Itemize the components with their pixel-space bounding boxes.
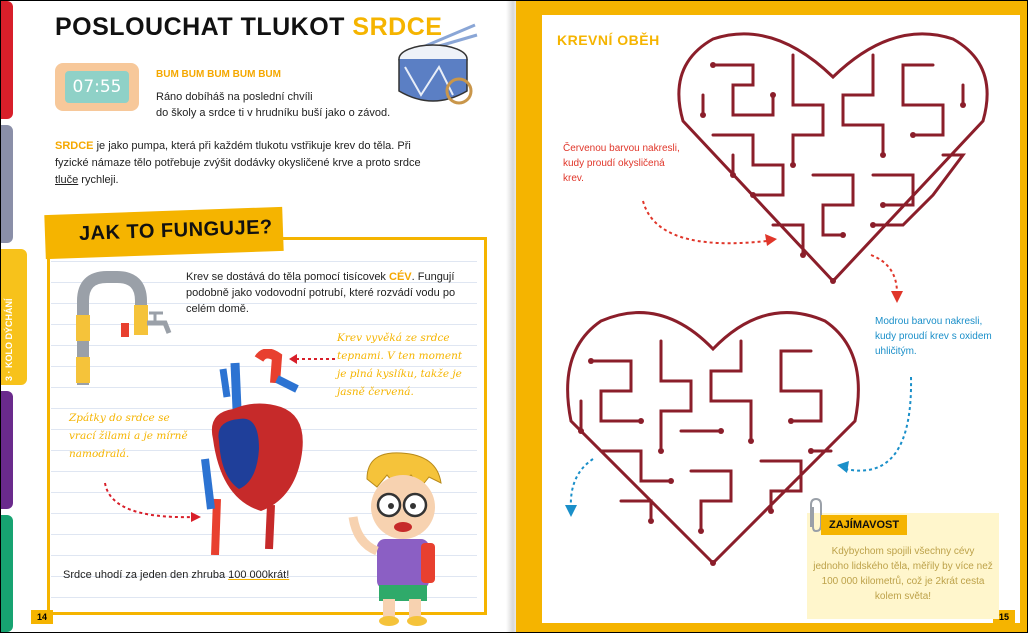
page-number-left: 14: [31, 610, 53, 624]
chapter-tab-red[interactable]: [1, 1, 13, 119]
blue-arrow-out: [563, 455, 599, 519]
chapter-tab-grey[interactable]: [1, 125, 13, 243]
intro-line-2: do školy a srdce ti v hrudníku buší jako o závod.: [156, 107, 391, 119]
blue-arrow: [833, 373, 917, 493]
blue-instruction-note: Modrou barvou nakresli, kudy proudí krev s oxidem uhličitým.: [875, 316, 992, 357]
vessels-text-2: . Fungují podobně jako vodovodní potrubí, které rozvádí vodu po celém domě.: [186, 271, 456, 315]
section-subheading: BUM BUM BUM BUM BUM: [156, 69, 281, 80]
vessels-text-1: Krev se dostává do těla pomocí tisícovek: [186, 271, 389, 283]
boy-character-icon: [337, 447, 465, 627]
intro-line-1: Ráno dobíháš na poslední chvíli: [156, 91, 313, 103]
srdce-keyword: SRDCE: [55, 140, 94, 152]
alarm-clock-icon: [55, 63, 139, 111]
vessels-paragraph: [186, 269, 456, 317]
heart-anatomy-icon: [201, 349, 313, 555]
title-accent: SRDCE: [352, 13, 443, 41]
heartbeat-value: 100 000krát!: [228, 569, 290, 581]
page-number-right: 15: [993, 610, 1015, 624]
fun-fact-text: Kdybychom spojili všechny cévy jednoho lidského těla, měřily by více než 100 000 kilometrů, což je 2krát cesta kolem světa!: [813, 546, 993, 602]
red-arrow-out: [867, 251, 907, 305]
intro-paragraph: [156, 89, 416, 121]
srdce-paragraph: [55, 138, 445, 189]
arrow-artery: [287, 351, 337, 367]
clock-time: 07:55: [65, 71, 129, 103]
right-page-title: KREVNÍ OBĚH: [557, 32, 660, 48]
water-pipe-icon: [73, 271, 183, 387]
heartbeat-text: Srdce uhodí za jeden den zhruba: [63, 569, 229, 581]
title-main: POSLOUCHAT TLUKOT: [55, 13, 345, 41]
how-it-works-heading: JAK TO FUNGUJE?: [78, 216, 274, 245]
arrow-vein: [101, 479, 205, 525]
left-page: [1, 1, 508, 632]
srdce-text-2: rychleji.: [78, 174, 119, 186]
heartbeat-fact: [63, 569, 289, 581]
chapter-tab-green[interactable]: [1, 515, 13, 632]
how-it-works-banner: [44, 207, 283, 259]
chapter-tab-label: 3 · KOLO DÝCHÁNÍ: [4, 298, 14, 381]
artery-handwritten-note: Krev vyvěká ze srdce tepnami. V ten moment je plná kyslíku, takže je jasně červená.: [337, 332, 463, 398]
cev-keyword: CÉV: [389, 271, 412, 283]
chapter-tab-purple[interactable]: [1, 391, 13, 509]
srdce-text-1: je jako pumpa, která při každém tlukotu vstřikuje krev do těla. Při fyzické námaze tělo potřebuje zvýšit dodávky okysličené krve a proto srdce: [55, 140, 421, 169]
fun-fact-label: ZAJÍMAVOST: [821, 515, 907, 535]
tluce-keyword: tluče: [55, 174, 79, 186]
red-arrow: [637, 197, 783, 267]
vein-handwritten-note: Zpátky do srdce se vrací žilami a je mírně namodralá.: [69, 412, 188, 460]
red-instruction-note: Červenou barvou nakresli, kudy proudí okysličená krev.: [563, 143, 680, 184]
page-title: [55, 13, 442, 42]
